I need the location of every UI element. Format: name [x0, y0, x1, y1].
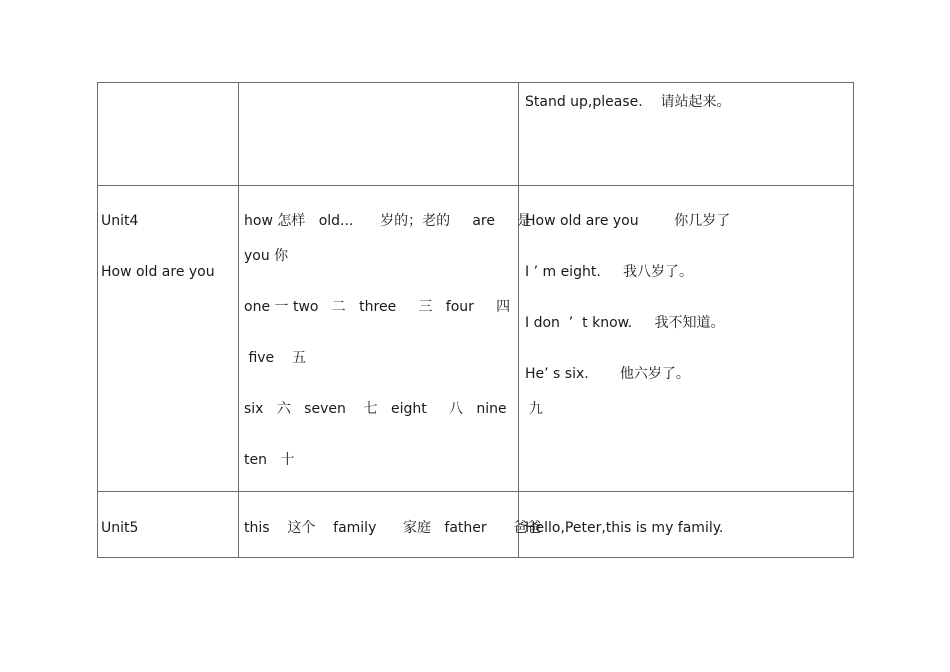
- sentence-text: How old are you 你几岁了: [525, 213, 731, 229]
- row-divider: [97, 185, 854, 186]
- vocab-line: this 这个 family 家庭 father 爸爸: [244, 520, 542, 536]
- table-border-left: [97, 82, 98, 558]
- sentence-text: Stand up,please. 请站起来。: [525, 94, 731, 110]
- unit-label: Unit5: [101, 520, 139, 536]
- vocab-line: ten 十: [244, 452, 295, 468]
- vocab-line: you 你: [244, 248, 289, 264]
- sentence-text: I don ’ t know. 我不知道。: [525, 315, 725, 331]
- table-border-top: [97, 82, 854, 83]
- vocab-line: six 六 seven 七 eight 八 nine 九: [244, 401, 543, 417]
- vocab-line: how 怎样 old... 岁的；老的 are 是: [244, 213, 532, 229]
- row-divider: [97, 491, 854, 492]
- vocabulary-table: [97, 82, 854, 558]
- unit-label: Unit4: [101, 213, 139, 229]
- column-divider: [238, 82, 239, 558]
- table-border-bottom: [97, 557, 854, 558]
- sentence-text: He’ s six. 他六岁了。: [525, 366, 690, 382]
- sentence-text: Hello,Peter,this is my family.: [525, 520, 724, 536]
- vocab-line: one 一 two 二 three 三 four 四: [244, 299, 511, 315]
- sentence-text: I ’ m eight. 我八岁了。: [525, 264, 694, 280]
- unit-title: How old are you: [101, 264, 215, 280]
- table-border-right: [853, 82, 854, 558]
- vocab-line: five 五: [244, 350, 306, 366]
- column-divider: [518, 82, 519, 558]
